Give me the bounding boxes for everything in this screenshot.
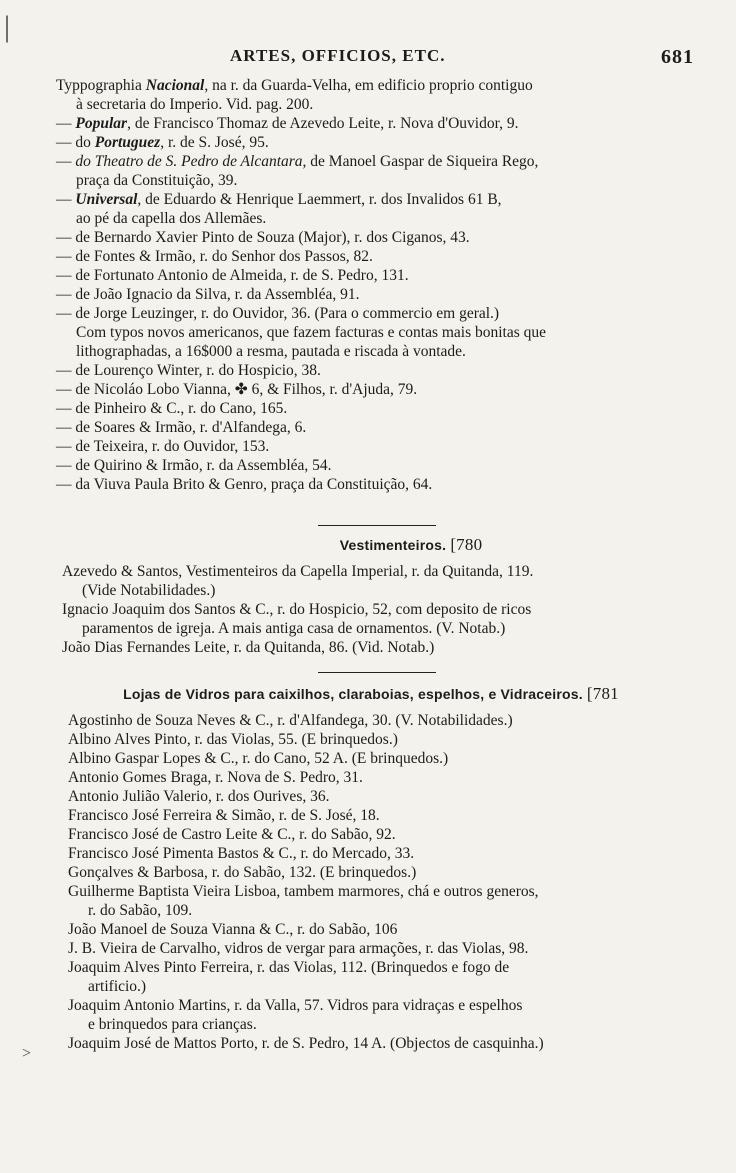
listing-line: ao pé da capella dos Allemães. [76,210,267,227]
listing-line: — de Fontes & Irmão, r. do Senhor dos Passos, 82. [56,248,373,265]
listing-line: — de Bernardo Xavier Pinto de Souza (Major), r. dos Ciganos, 43. [56,229,470,246]
typography-listings [56,76,686,494]
listing-line: Com typos novos americanos, que fazem facturas e contas mais bonitas que [76,324,547,341]
header-title: ARTES, OFFICIOS, ETC. [230,46,446,65]
listing-line: — de Teixeira, r. do Ouvidor, 153. [56,438,270,455]
section-title: Lojas de Vidros para caixilhos, claraboias, espelhos, e Vidraceiros. [123,686,583,702]
listing-line: e brinquedos para crianças. [88,1016,257,1033]
section-heading-vidros [56,684,686,704]
listing-line: Guilherme Baptista Vieira Lisboa, tambem marmores, chá e outros generos, [68,883,539,900]
section-divider [318,525,436,526]
listing-line: Joaquim Alves Pinto Ferreira, r. das Violas, 112. (Brinquedos e fogo de [68,959,510,976]
section-heading-vestimenteiros [56,535,726,555]
listing-line: Ignacio Joaquim dos Santos & C., r. do Hospicio, 52, com deposito de ricos [62,601,532,618]
listing-line: Agostinho de Souza Neves & C., r. d'Alfandega, 30. (V. Notabilidades.) [68,712,513,729]
listing-line: — Popular, de Francisco Thomaz de Azevedo Leite, r. Nova d'Ouvidor, 9. [56,115,519,132]
listing-line: Francisco José Ferreira & Simão, r. de S. José, 18. [68,807,380,824]
listing-line: — de Soares & Irmão, r. d'Alfandega, 6. [56,419,307,436]
running-header [60,46,700,70]
listing-line: J. B. Vieira de Carvalho, vidros de vergar para armações, r. das Violas, 98. [68,940,529,957]
listing-line: (Vide Notabilidades.) [82,582,216,599]
listing-line: — de João Ignacio da Silva, r. da Assembléa, 91. [56,286,360,303]
listing-line: Antonio Gomes Braga, r. Nova de S. Pedro, 31. [68,769,363,786]
listing-line: lithographadas, a 16$000 a resma, pautada e riscada à vontade. [76,343,466,360]
listing-line: Azevedo & Santos, Vestimenteiros da Capella Imperial, r. da Quitanda, 119. [62,563,534,580]
listing-line: Francisco José de Castro Leite & C., r. do Sabão, 92. [68,826,396,843]
margin-arrow: > [22,1045,32,1062]
listing-line: artificio.) [88,978,147,995]
listing-line: à secretaria do Imperio. Vid. pag. 200. [76,96,314,113]
section-divider [318,672,436,673]
listing-line: Albino Gaspar Lopes & C., r. do Cano, 52 A. (E brinquedos.) [68,750,449,767]
section-title: Vestimenteiros. [339,537,447,553]
listing-line: — de Pinheiro & C., r. do Cano, 165. [56,400,288,417]
listing-line: — de Quirino & Irmão, r. da Assembléa, 54. [56,457,332,474]
listing-line: Antonio Julião Valerio, r. dos Ourives, 36. [68,788,330,805]
listing-line: — da Viuva Paula Brito & Genro, praça da Constituição, 64. [56,476,433,493]
listing-line: — do Theatro de S. Pedro de Alcantara, de Manoel Gaspar de Siqueira Rego, [56,153,539,170]
section-number: [781 [586,684,619,703]
listing-line: João Manoel de Souza Vianna & C., r. do Sabão, 106 [68,921,398,938]
vestimenteiros-listings [62,562,692,657]
section-number: [780 [450,535,483,554]
listing-line: paramentos de igreja. A mais antiga casa de ornamentos. (V. Notab.) [82,620,506,637]
listing-line: Typpographia Nacional, na r. da Guarda-Velha, em edificio proprio contiguo [56,77,533,94]
listing-line: Gonçalves & Barbosa, r. do Sabão, 132. (E brinquedos.) [68,864,417,881]
listing-line: — Universal, de Eduardo & Henrique Laemmert, r. dos Invalidos 61 B, [56,191,502,208]
listing-line: João Dias Fernandes Leite, r. da Quitanda, 86. (Vid. Notab.) [62,639,435,656]
listing-line: Joaquim Antonio Martins, r. da Valla, 57. Vidros para vidraças e espelhos [68,997,523,1014]
listing-line: — de Jorge Leuzinger, r. do Ouvidor, 36. (Para o commercio em geral.) [56,305,500,322]
listing-line: — de Nicoláo Lobo Vianna, ✤ 6, & Filhos, r. d'Ajuda, 79. [56,381,418,398]
margin-stroke: | [4,10,11,43]
listing-line: r. do Sabão, 109. [88,902,193,919]
vidros-listings [68,711,698,1053]
listing-line: — de Lourenço Winter, r. do Hospicio, 38. [56,362,321,379]
listing-line: — do Portuguez, r. de S. José, 95. [56,134,269,151]
listing-line: Albino Alves Pinto, r. das Violas, 55. (E brinquedos.) [68,731,398,748]
listing-line: Francisco José Pimenta Bastos & C., r. do Mercado, 33. [68,845,415,862]
listing-line: Joaquim José de Mattos Porto, r. de S. Pedro, 14 A. (Objectos de casquinha.) [68,1035,544,1052]
listing-line: praça da Constituição, 39. [76,172,238,189]
listing-line: — de Fortunato Antonio de Almeida, r. de S. Pedro, 131. [56,267,409,284]
page-number: 681 [661,46,694,68]
